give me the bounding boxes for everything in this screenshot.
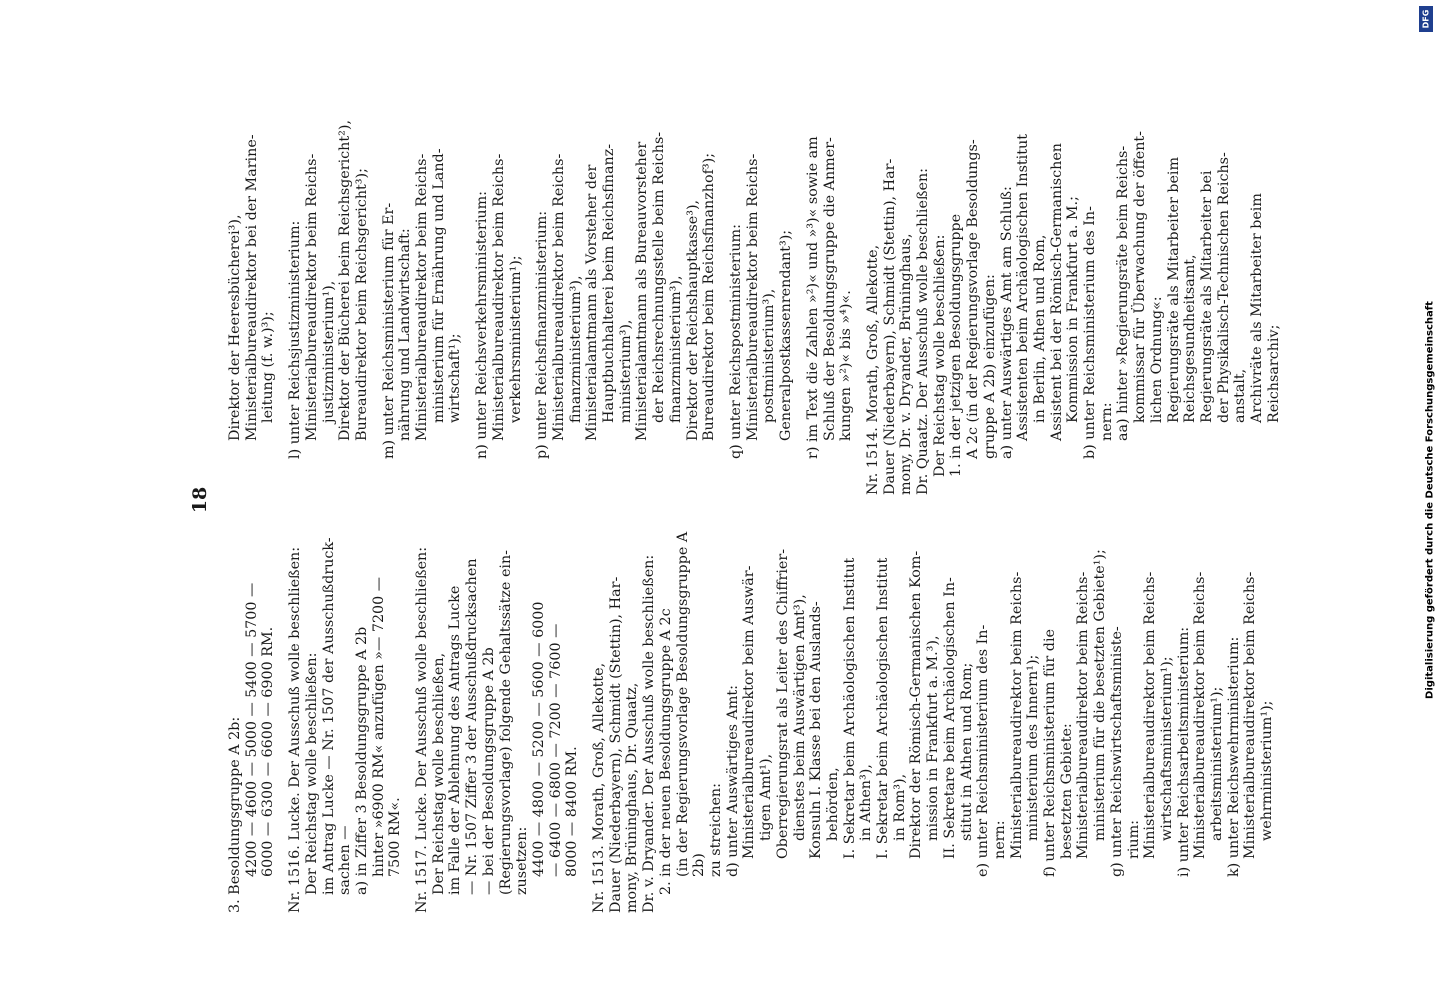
text-line: ministerium des Innern¹); — [1025, 654, 1042, 841]
text-line: aa) hinter »Regierungsräte beim Reichs- — [1115, 145, 1132, 441]
text-line: wirtschaft¹); — [447, 333, 464, 423]
text-line: — Nr. 1507 Ziffer 3 der Ausschußdrucksachen — [464, 558, 481, 895]
text-line: — bei der Besoldungsgruppe A 2b — [480, 647, 497, 895]
text-line: Direktor der Reichshauptkasse³), — [684, 199, 701, 441]
text-line: Nr. 1516. Lucke. Der Ausschuß wolle beschließen: — [287, 546, 304, 913]
text-line: sachen — — [337, 825, 354, 895]
text-line: Oberregierungsrat als Leiter des Chiffrier- — [774, 548, 791, 859]
text-line: A 2c (in der Regierungsvorlage Besoldungs- — [965, 139, 982, 459]
text-line: Dr. Quaatz. Der Ausschuß wolle beschließen: — [915, 168, 932, 495]
text-line: n) unter Reichsverkehrsministerium: — [474, 191, 491, 459]
text-line: nährung und Landwirtschaft: — [397, 228, 414, 441]
text-line: Generalpostkassenrendant³); — [778, 229, 795, 441]
text-line: Hauptbuchhalterei beim Reichsfinanz- — [601, 143, 618, 423]
text-line: Schluß der Besoldungsgruppe die Anmer- — [821, 137, 838, 441]
dfg-logo-text: DFG — [1421, 9, 1431, 29]
text-line: Ministerialbureaudirektor bei der Marine- — [243, 134, 260, 441]
credit-text: Digitalisierung gefördert durch die Deutsche Forschungsgemeinschaft — [1424, 301, 1436, 699]
text-line: Regierungsräte als Mitarbeiter bei — [1198, 170, 1215, 423]
text-line: kommissar für Überwachung der öffent- — [1132, 131, 1149, 423]
text-line: Ministerialbureaudirektor beim Auswär- — [741, 565, 758, 859]
text-line: 6000 — 6300 — 6600 — 6900 RM. — [260, 626, 277, 877]
text-line: Dauer (Niederbayern), Schmidt (Stettin), Har- — [881, 158, 898, 495]
text-line: 4200 — 4600 — 5000 — 5400 — 5700 — — [243, 582, 260, 877]
text-line: ministerium für Ernährung und Land- — [430, 148, 447, 423]
text-line: stitut in Athen und Rom; — [958, 662, 975, 841]
text-line: zusetzen: — [514, 826, 531, 895]
text-line: Reichsgesundheitsamt, — [1182, 254, 1199, 423]
text-line: gruppe A 2b) einzufügen: — [981, 274, 998, 459]
text-line: 2. in der neuen Besoldungsgruppe A 2c — [657, 608, 674, 895]
text-line: m) unter Reichsministerium für Er- — [380, 202, 397, 459]
text-line: q) unter Reichspostministerium: — [727, 224, 744, 459]
text-line: wirtschaftsministerium¹); — [1158, 656, 1175, 841]
text-line: ministerium³), — [617, 319, 634, 423]
text-line: i) unter Reichsarbeitsministerium: — [1175, 626, 1192, 877]
text-line: Der Reichstag wolle beschließen, — [430, 652, 447, 895]
left-column — [227, 518, 1276, 913]
text-line: Archivräte als Mitarbeiter beim — [1249, 193, 1266, 423]
text-line: nern: — [1098, 402, 1115, 441]
text-line: Ministerialbureaudirektor beim Reichs- — [1242, 571, 1259, 859]
text-line: mony, Dr. v. Dryander, Brüninghaus, — [898, 233, 915, 495]
dfg-logo — [1419, 6, 1433, 32]
text-line: tigen Amt¹), — [758, 753, 775, 841]
text-line: Ministerialbureaudirektor beim Reichs- — [550, 153, 567, 441]
text-line: Konsuln I. Klasse bei den Auslands- — [808, 601, 825, 859]
text-line: f) unter Reichsministerium für die — [1042, 629, 1059, 877]
text-line: Ministerialbureaudirektor beim Reichs- — [1192, 571, 1209, 859]
text-line: der Physikalisch-Technischen Reichs- — [1215, 152, 1232, 423]
text-line: 3. Besoldungsgruppe A 2b: — [227, 716, 243, 913]
text-line: Der Reichstag wolle beschließen: — [303, 652, 320, 895]
text-line: Ministerialbureaudirektor beim Reichs- — [414, 153, 431, 441]
text-line: Bureaudirektor beim Reichsfinanzhof³); — [701, 152, 718, 441]
text-line: verkehrsministerium¹); — [507, 255, 524, 423]
text-line: Dauer (Niederbayern), Schmidt (Stettin), Har- — [607, 576, 624, 913]
right-column — [227, 100, 1282, 495]
digitization-credit — [1418, 220, 1442, 780]
text-line: e) unter Reichsministerium des In- — [975, 624, 992, 877]
text-line: Direktor der Heeresbücherei³), — [227, 214, 243, 441]
text-line: Ministerialamtmann als Bureauvorsteher — [634, 141, 651, 441]
text-line: 7500 RM«. — [387, 797, 404, 877]
text-line: mony, Brüninghaus, Dr. Quaatz, — [624, 682, 641, 913]
text-line: nern: — [991, 820, 1008, 859]
text-line: arbeitsministerium¹); — [1209, 686, 1226, 841]
text-line: der Reichsrechnungsstelle beim Reichs- — [651, 131, 668, 423]
text-line: 8000 — 8400 RM. — [564, 746, 581, 877]
text-line: zu streichen: — [707, 783, 724, 877]
text-line: im Falle der Ablehnung des Antrags Lucke — [447, 585, 464, 895]
text-line: Direktor der Römisch-Germanischen Kom- — [908, 550, 925, 859]
text-line: Reichsarchiv; — [1265, 324, 1282, 423]
text-line: I. Sekretar beim Archäologischen Institut — [875, 557, 892, 859]
text-line: 1. in der jetzigen Besoldungsgruppe — [948, 213, 965, 477]
text-line: Nr. 1517. Lucke. Der Ausschuß wolle beschließen: — [414, 546, 431, 913]
text-line: a) unter Auswärtiges Amt am Schluß: — [998, 186, 1015, 459]
text-line: b) unter Reichsministerium des In- — [1082, 206, 1099, 459]
text-line: (in der Regierungsvorlage Besoldungsgruppe A 2b) — [674, 531, 708, 877]
text-line: Kommission in Frankfurt a. M.; — [1065, 196, 1082, 423]
text-line: g) unter Reichswirtschaftsministe- — [1108, 626, 1125, 877]
text-line: Ministerialbureaudirektor beim Reichs- — [490, 153, 507, 441]
text-line: Regierungsräte als Mitarbeiter beim — [1165, 156, 1182, 423]
page-number: 18 — [189, 486, 211, 514]
text-line: Dr. v. Dryander. Der Ausschuß wolle beschließen: — [641, 554, 658, 913]
text-line: Der Reichstag wolle beschließen: — [931, 234, 948, 477]
text-line: a) in Ziffer 3 Besoldungsgruppe A 2b — [353, 626, 370, 895]
text-line: wehrministerium¹); — [1259, 700, 1276, 841]
text-line: Ministerialbureaudirektor beim Reichs- — [1142, 571, 1159, 859]
text-line: Ministerialbureaudirektor beim Reichs- — [744, 153, 761, 441]
text-line: rium: — [1125, 820, 1142, 859]
text-line: — 6400 — 6800 — 7200 — 7600 — — [547, 623, 564, 877]
text-line: Nr. 1513. Morath, Groß, Allekotte, — [591, 662, 608, 913]
text-line: finanzministerium³), — [667, 275, 684, 423]
text-line: Ministerialbureaudirektor beim Reichs- — [303, 153, 320, 441]
text-line: II. Sekretare beim Archäologischen In- — [941, 577, 958, 859]
text-line: 4400 — 4800 — 5200 — 5600 — 6000 — [530, 601, 547, 877]
text-line: Ministerialbureaudirektor beim Reichs- — [1008, 571, 1025, 859]
text-line: mission in Frankfurt a. M.³), — [925, 635, 942, 841]
text-line: justizministerium¹), — [320, 280, 337, 423]
text-line: im Antrag Lucke — Nr. 1507 der Ausschußdruck- — [320, 537, 337, 895]
text-line: in Athen³), — [858, 764, 875, 841]
text-line: besetzten Gebiete: — [1058, 723, 1075, 859]
text-line: Nr. 1514. Morath, Groß, Allekotte, — [864, 244, 881, 495]
text-line: leitung (f. w.)³); — [260, 311, 277, 423]
text-line: (Regierungsvorlage) folgende Gehaltssätze ein- — [497, 549, 514, 895]
text-line: finanzministerium³), — [567, 275, 584, 423]
text-line: ministerium für die besetzten Gebiete¹); — [1092, 549, 1109, 841]
text-line: Ministerialamtmann als Vorsteher der — [584, 164, 601, 441]
text-line: I. Sekretar beim Archäologischen Institut — [841, 557, 858, 859]
text-line: d) unter Auswärtiges Amt: — [724, 685, 741, 877]
text-line: lichen Ordnung«: — [1148, 296, 1165, 423]
document-page — [117, 75, 1317, 925]
text-line: k) unter Reichswehrministerium: — [1225, 636, 1242, 877]
text-line: hinter »6900 RM« anzufügen »— 7200 — — [370, 576, 387, 877]
text-line: dienstes beim Auswärtigen Amt³), — [791, 594, 808, 841]
text-line: Assistenten beim Archäologischen Institut — [1015, 134, 1032, 441]
text-line: behörden, — [824, 767, 841, 841]
text-line: anstalt, — [1232, 368, 1249, 423]
text-line: in Rom³), — [891, 773, 908, 841]
text-line: in Berlin, Athen und Rom, — [1031, 234, 1048, 423]
text-line: l) unter Reichsjustizministerium: — [287, 220, 304, 459]
text-line: p) unter Reichsfinanzministerium: — [534, 210, 551, 459]
text-line: Direktor der Bücherei beim Reichsgericht²), — [337, 120, 354, 441]
text-line: Bureaudirektor beim Reichsgericht³); — [353, 168, 370, 441]
text-line: r) im Text die Zahlen »²)« und »³)« sowie am — [804, 136, 821, 459]
text-line: kungen »²)« bis »⁴)«. — [838, 290, 855, 441]
text-line: Ministerialbureaudirektor beim Reichs- — [1075, 571, 1092, 859]
text-line: Assistent bei der Römisch-Germanischen — [1048, 142, 1065, 441]
text-line: postministerium³), — [761, 288, 778, 423]
